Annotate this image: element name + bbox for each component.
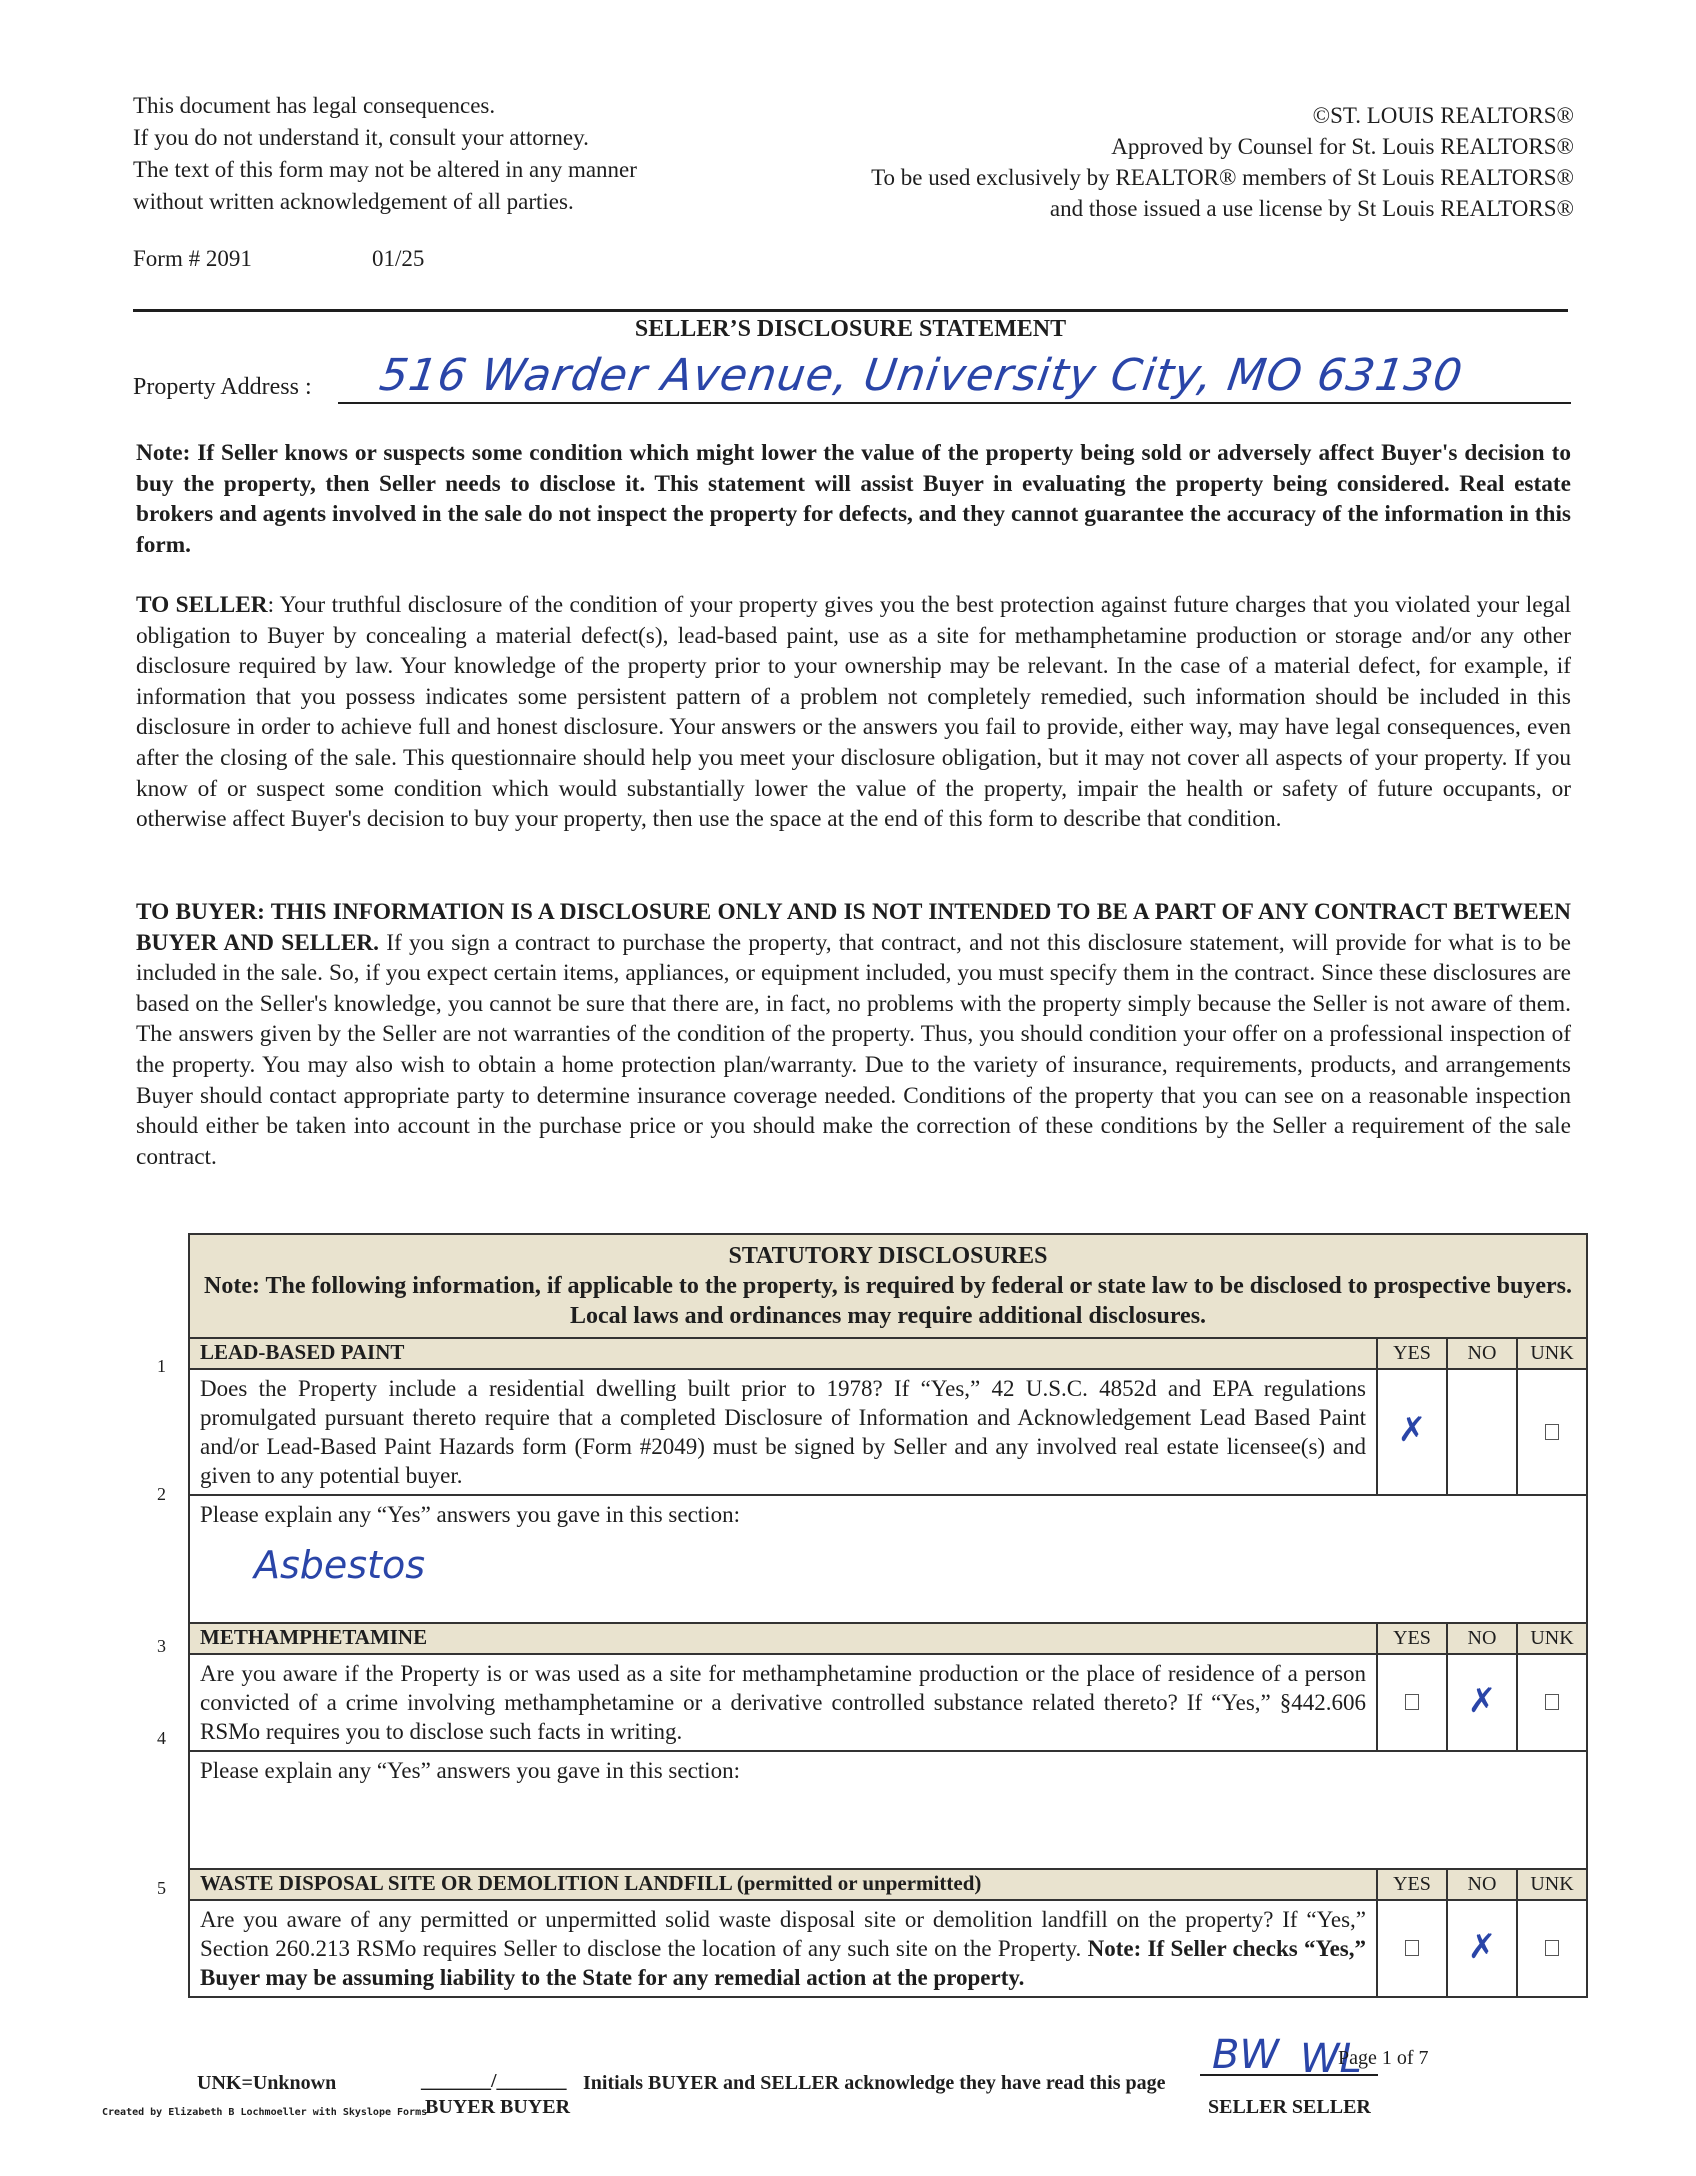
property-address-label: Property Address : xyxy=(133,374,312,400)
lead-paint-unk-checkbox[interactable] xyxy=(1517,1369,1587,1495)
property-address-underline xyxy=(338,402,1571,404)
waste-yes-checkbox[interactable] xyxy=(1377,1900,1447,1997)
copyright-block xyxy=(871,100,1574,224)
header-right-line: Approved by Counsel for St. Louis REALTORS® xyxy=(1111,134,1574,159)
lead-paint-explain-row xyxy=(189,1495,1587,1623)
header-right-line: and those issued a use license by St Louis REALTORS® xyxy=(1049,196,1574,221)
col-unk-header: UNK xyxy=(1517,1338,1587,1369)
explain-label: Please explain any “Yes” answers you gave in this section: xyxy=(200,1758,740,1783)
checkbox-icon xyxy=(1545,1940,1559,1956)
checkbox-icon xyxy=(1405,1940,1419,1956)
col-yes-header: YES xyxy=(1377,1869,1447,1900)
statutory-header xyxy=(189,1234,1587,1338)
page-number: Page 1 of 7 xyxy=(1338,2047,1429,2069)
section-title-waste-disposal: WASTE DISPOSAL SITE OR DEMOLITION LANDFILL (permitted or unpermitted) xyxy=(189,1869,1377,1900)
seller-initials-2[interactable]: WL xyxy=(1300,2036,1362,2082)
meth-yes-checkbox[interactable] xyxy=(1377,1654,1447,1751)
created-by-note: Created by Elizabeth B Lochmoeller with Skyslope Forms xyxy=(102,2107,428,2118)
col-no-header: NO xyxy=(1447,1338,1517,1369)
to-buyer-text: If you sign a contract to purchase the property, that contract, and not this disclosure statement, will provide for what is to be included in the sale. So, if you expect certain items, appliances, or equipment included, you must specify them in the contract. Since these disclosures are based on the Seller's knowledge, you cannot be sure that there are, in fact, no problems with the property simply because the Seller is not aware of them. The answers given by the Seller are not warranties of the condition of the property. Thus, you should condition your offer on a professional inspection of the property. You may also wish to obtain a home protection plan/warranty. Due to the variety of insurance, requirements, products, and arrangements Buyer should contact appropriate party to determine insurance coverage needed. Conditions of the property that you can see on a reasonable inspection should either be taken into account in the purchase price or you should make the correction of these conditions by the Seller a requirement of the sale contract. xyxy=(136,929,1571,1170)
form-date: 01/25 xyxy=(372,246,425,271)
to-seller-heading: TO SELLER xyxy=(136,592,268,618)
checkbox-icon xyxy=(1545,1694,1559,1710)
buyer-initials-blanks[interactable]: _______/_______ xyxy=(421,2070,567,2092)
to-buyer-heading: TO BUYER: THIS INFORMATION IS A DISCLOSURE ONLY AND IS NOT INTENDED TO BE A PART OF ANY CONTRACT BETWEEN BUYER AND SELLER. xyxy=(136,899,1571,956)
statutory-note: Note: The following information, if applicable to the property, is required by federal or state law to be disclosed to prospective buyers. Local laws and ordinances may require additional disclosures. xyxy=(204,1273,1572,1329)
to-seller-text: : Your truthful disclosure of the condition of your property gives you the best protection against future charges that you violated your legal obligation to Buyer by concealing a material defect(s), lead-based paint, use as a site for methamphetamine production or storage and/or any other disclosure required by law. Your knowledge of the property prior to your ownership may be relevant. In the case of a material defect, for example, if information that you possess indicates some persistent pattern of a problem not completely remedied, such information should be included in this disclosure in order to achieve full and honest disclosure. Your answers or the answers you fail to provide, either way, may have legal consequences, even after the closing of the sale. This questionnaire should help you meet your disclosure obligation, but it may not cover all aspects of your property. If you know of or suspect some condition which would substantially lower the value of the property, impair the health or safety of future occupants, or otherwise affect Buyer's decision to buy your property, then use the space at the end of this form to describe that condition. xyxy=(136,592,1572,833)
meth-unk-checkbox[interactable] xyxy=(1517,1654,1587,1751)
waste-question xyxy=(189,1900,1377,1997)
header-left-line: If you do not understand it, consult your attorney. xyxy=(133,125,589,150)
row-number: 3 xyxy=(157,1636,166,1656)
section-title-methamphetamine: METHAMPHETAMINE xyxy=(189,1623,1377,1654)
header-divider xyxy=(133,309,1568,312)
meth-no-checkbox[interactable] xyxy=(1447,1654,1517,1751)
header-left-line: without written acknowledgement of all parties. xyxy=(133,189,574,214)
col-yes-header: YES xyxy=(1377,1338,1447,1369)
header-left-line: This document has legal consequences. xyxy=(133,93,496,118)
statutory-disclosures-table xyxy=(188,1233,1588,1998)
lead-paint-yes-checkbox[interactable] xyxy=(1377,1369,1447,1495)
seller-initials-1[interactable]: BW xyxy=(1212,2032,1279,2078)
form-number: Form # 2091 xyxy=(133,246,252,271)
waste-question-note: Note: If Seller checks “Yes,” Buyer may be assuming liability to the State for any remedial action at the property. xyxy=(200,1936,1366,1990)
initials-acknowledgement: Initials BUYER and SELLER acknowledge they have read this page xyxy=(583,2072,1166,2094)
col-unk-header: UNK xyxy=(1517,1623,1587,1654)
x-mark-icon: ✗ xyxy=(1467,1926,1497,1967)
lead-paint-explain-field[interactable]: Asbestos xyxy=(254,1543,426,1587)
explain-label: Please explain any “Yes” answers you gave in this section: xyxy=(200,1502,740,1527)
header-left-line: The text of this form may not be altered in any manner xyxy=(133,157,637,182)
checkbox-icon xyxy=(1405,1694,1419,1710)
to-seller-paragraph xyxy=(136,590,1571,835)
row-number: 4 xyxy=(157,1728,166,1748)
col-unk-header: UNK xyxy=(1517,1869,1587,1900)
meth-question: Are you aware if the Property is or was used as a site for methamphetamine production or the place of residence of a person convicted of a crime involving methamphetamine or a derivative controlled substance related thereto? If “Yes,” §442.606 RSMo requires you to disclose such facts in writing. xyxy=(189,1654,1377,1751)
row-number: 2 xyxy=(157,1484,166,1504)
header-right-line: To be used exclusively by REALTOR® members of St Louis REALTORS® xyxy=(871,165,1574,190)
seller-label: SELLER SELLER xyxy=(1208,2096,1371,2118)
row-number: 5 xyxy=(157,1878,166,1898)
meth-explain-row[interactable] xyxy=(189,1751,1587,1869)
unk-legend: UNK=Unknown xyxy=(197,2072,337,2094)
row-number: 1 xyxy=(157,1356,166,1376)
section-title-lead-paint: LEAD-BASED PAINT xyxy=(189,1338,1377,1369)
statutory-title: STATUTORY DISCLOSURES xyxy=(728,1243,1048,1269)
waste-no-checkbox[interactable] xyxy=(1447,1900,1517,1997)
col-no-header: NO xyxy=(1447,1623,1517,1654)
legal-consequences-notice xyxy=(133,90,637,218)
property-address-field[interactable]: 516 Warder Avenue, University City, MO 63130 xyxy=(376,350,1467,401)
lead-paint-no-checkbox[interactable] xyxy=(1447,1369,1517,1495)
x-mark-icon: ✗ xyxy=(1397,1410,1427,1450)
col-no-header: NO xyxy=(1447,1869,1517,1900)
waste-unk-checkbox[interactable] xyxy=(1517,1900,1587,1997)
x-mark-icon: ✗ xyxy=(1467,1680,1497,1721)
waste-question-text: Are you aware of any permitted or unpermitted solid waste disposal site or demolition landfill on the property? If “Yes,” Section 260.213 RSMo requires Seller to disclose the location of any such site on the Property. xyxy=(200,1907,1366,1961)
checkbox-icon xyxy=(1545,1424,1559,1440)
buyer-label: BUYER BUYER xyxy=(425,2096,571,2118)
header-right-line: ©ST. LOUIS REALTORS® xyxy=(1312,103,1574,128)
col-yes-header: YES xyxy=(1377,1623,1447,1654)
document-title: SELLER’S DISCLOSURE STATEMENT xyxy=(634,316,1067,342)
lead-paint-question: Does the Property include a residential dwelling built prior to 1978? If “Yes,” 42 U.S.C. 4852d and EPA regulations promulgated pursuant thereto require that a completed Disclosure of Information and Acknowledgement Lead Based Paint and/or Lead-Based Paint Hazards form (Form #2049) must be signed by Seller and any involved real estate licensee(s) and given to any potential buyer. xyxy=(189,1369,1377,1495)
seller-note-paragraph: Note: If Seller knows or suspects some condition which might lower the value of the property being sold or adversely affect Buyer's decision to buy the property, then Seller needs to disclose it. This statement will assist Buyer in evaluating the property being considered. Real estate brokers and agents involved in the sale do not inspect the property for defects, and they cannot guarantee the accuracy of the information in this form. xyxy=(136,440,1571,558)
to-buyer-paragraph xyxy=(136,897,1571,1172)
